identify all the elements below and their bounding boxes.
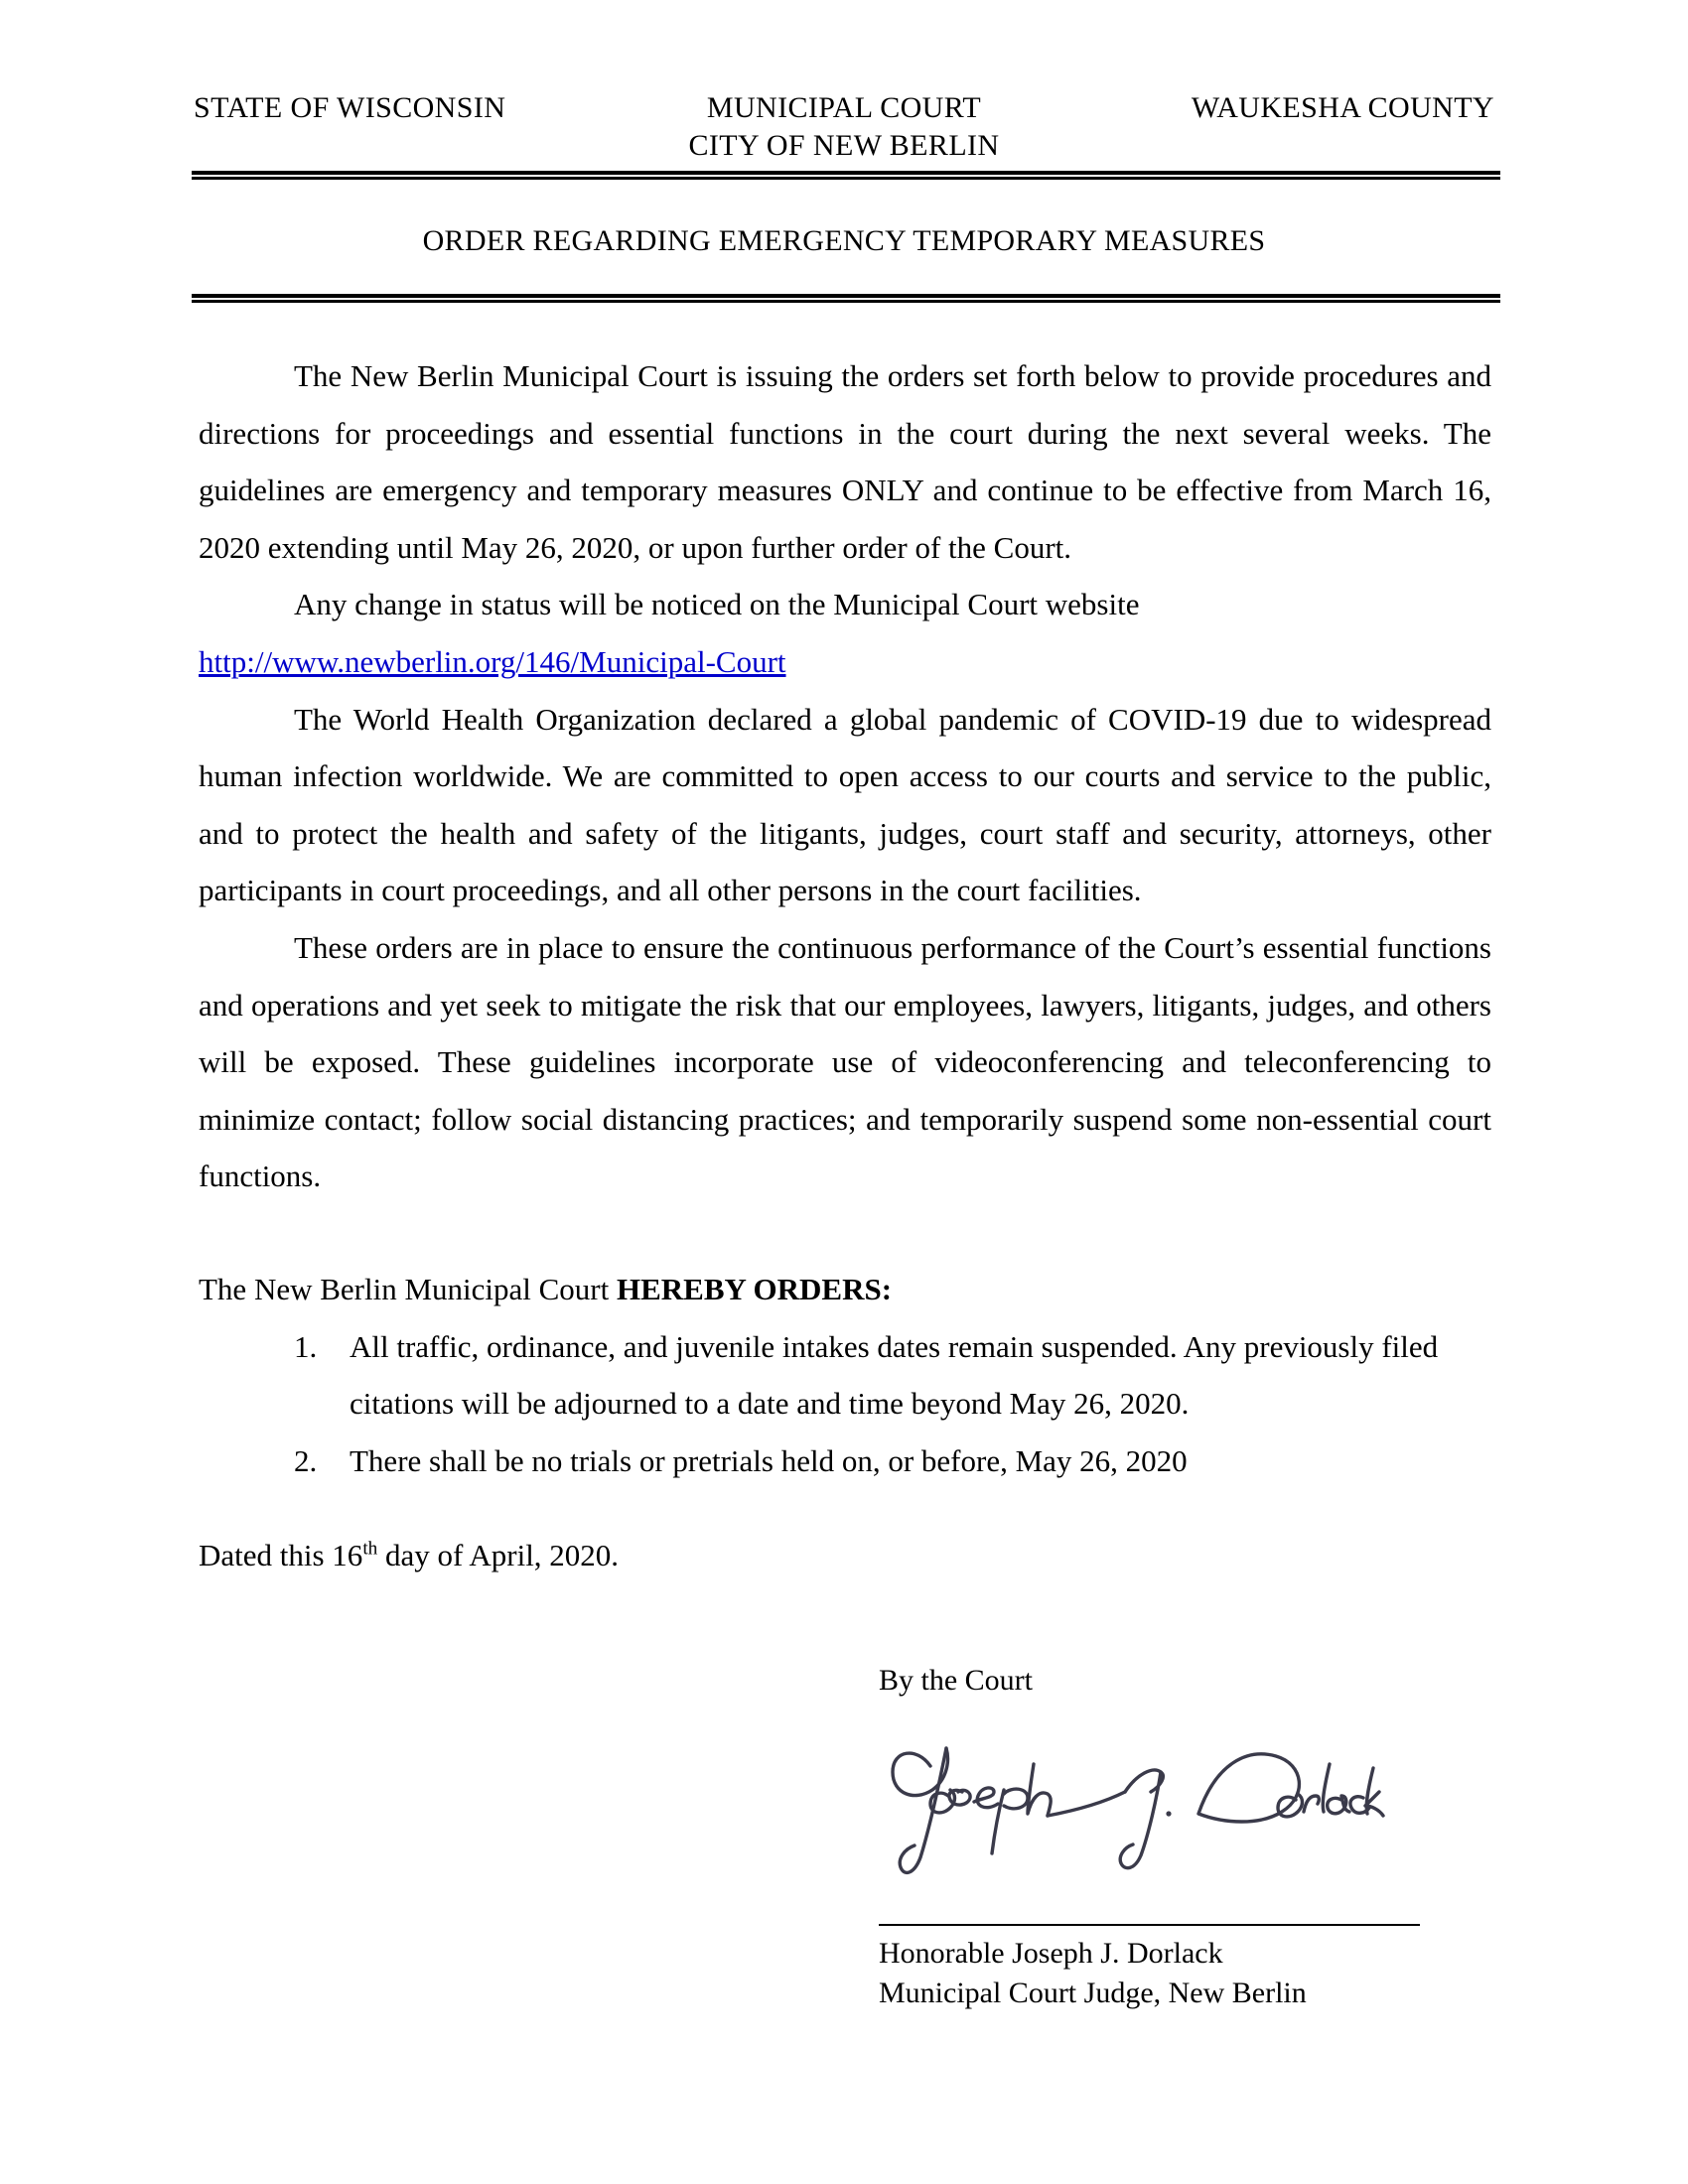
header-state: STATE OF WISCONSIN [194, 91, 506, 124]
page-title: ORDER REGARDING EMERGENCY TEMPORARY MEASURES [422, 224, 1266, 257]
orders-lead [199, 1261, 1491, 1318]
header-row [194, 89, 1494, 166]
dated-ordinal-suffix: th [362, 1538, 378, 1560]
header-divider-bottom [192, 294, 1500, 303]
header-court-line2: CITY OF NEW BERLIN [688, 129, 1000, 163]
dated-line [199, 1531, 1491, 1580]
order-item-2: There shall be no trials or pretrials held on, or before, May 26, 2020 [350, 1442, 1188, 1478]
orders-list [199, 1318, 1491, 1490]
municipal-court-website-link[interactable]: http://www.newberlin.org/146/Municipal-Court [199, 643, 786, 679]
order-item-1: All traffic, ordinance, and juvenile intakes dates remain suspended. Any previously filed citations will be adjourned to a date and time beyond May 26, 2020. [350, 1328, 1439, 1422]
paragraph-intro: The New Berlin Municipal Court is issuing the orders set forth below to provide procedures and directions for proceedings and essential functions in the court during the next several weeks. The guidelines are emergency and temporary measures ONLY and continue to be effective from March 16, 2020 extending until May 26, 2020, or upon further order of the Court. [199, 358, 1491, 565]
court-header [194, 89, 1494, 166]
paragraph-essential-functions: These orders are in place to ensure the continuous performance of the Court’s essential functions and operations and yet seek to mitigate the risk that our employees, lawyers, litigants, judges, and others will be exposed. These guidelines incorporate use of videoconferencing and teleconferencing to minimize contact; follow social distancing practices; and temporarily suspend some non-essential court functions. [199, 929, 1491, 1194]
dated-suffix: day of April, 2020. [377, 1538, 620, 1573]
signature-block [879, 1663, 1435, 1885]
header-county: WAUKESHA COUNTY [1191, 91, 1494, 124]
document-body [199, 347, 1491, 1580]
signatory-title: Municipal Court Judge, New Berlin [879, 1976, 1307, 2009]
divider-bar-thin [192, 300, 1500, 303]
signature-icon [871, 1718, 1387, 1887]
orders-lead-emphasis: HEREBY ORDERS: [617, 1271, 893, 1306]
header-court-line1: MUNICIPAL COURT [706, 91, 982, 124]
dated-prefix: Dated this 16 [199, 1538, 363, 1573]
body-spacer [199, 1205, 1491, 1261]
signatory-name: Honorable Joseph J. Dorlack [879, 1937, 1223, 1970]
divider-bar-thin [192, 177, 1500, 180]
by-the-court-label: By the Court [879, 1664, 1033, 1697]
handwritten-signature [879, 1718, 1435, 1885]
dated-spacer [199, 1489, 1491, 1531]
paragraph-who-pandemic: The World Health Organization declared a global pandemic of COVID-19 due to widespread human infection worldwide. We are committed to open access to our courts and service to the public, and to protect the health and safety of the litigants, judges, court staff and security, attorneys, other participants in court proceedings, and all other persons in the court facilities. [199, 701, 1491, 908]
paragraph-status-notice: Any change in status will be noticed on the Municipal Court website [294, 587, 1140, 622]
header-divider-top [192, 171, 1500, 180]
header-court [631, 89, 1057, 166]
signature-line [879, 1924, 1420, 1926]
signatory-details [879, 1934, 1475, 2013]
orders-lead-prefix: The New Berlin Municipal Court [199, 1271, 617, 1306]
paragraph-website-link [199, 633, 1491, 691]
